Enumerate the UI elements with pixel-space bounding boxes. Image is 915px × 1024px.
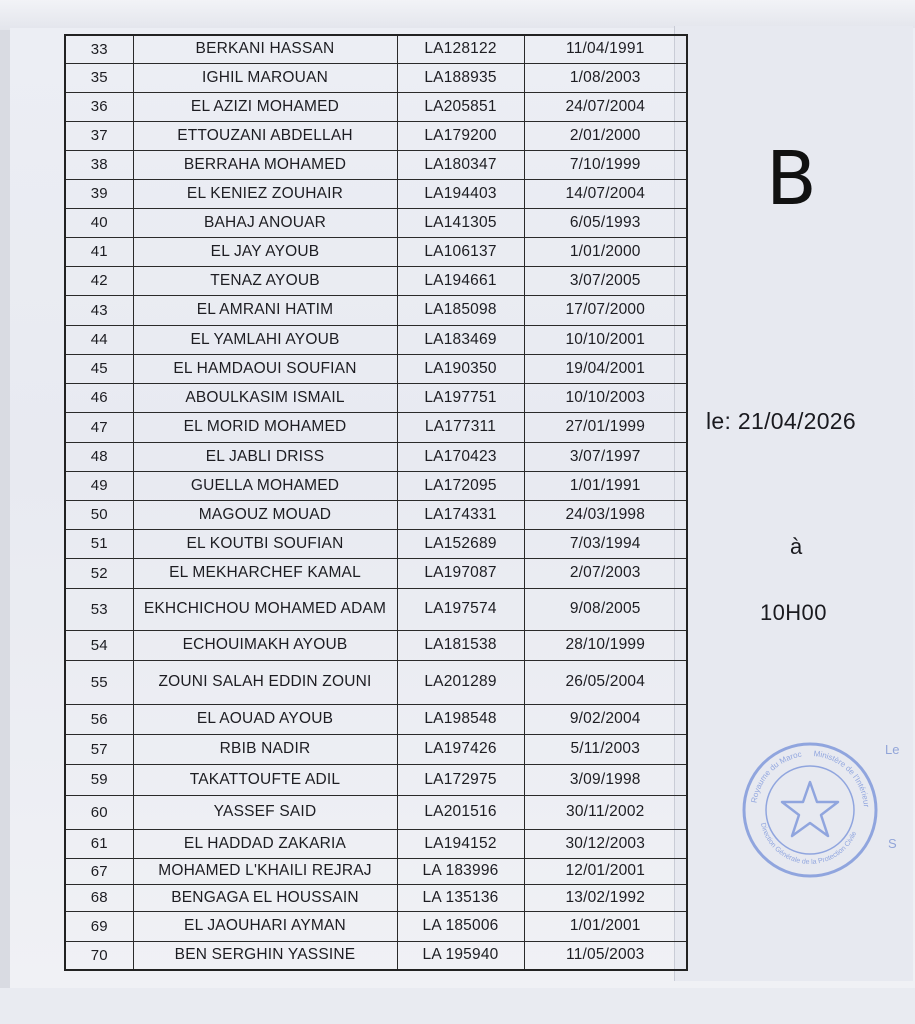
birth-date: 19/04/2001 [524,354,687,383]
candidate-id: LA170423 [397,442,524,471]
birth-date: 10/10/2001 [524,325,687,354]
candidate-name: EL MEKHARCHEF KAMAL [133,558,397,588]
birth-date: 11/04/1991 [524,35,687,63]
candidate-name: ETTOUZANI ABDELLAH [133,121,397,150]
candidate-name: EL YAMLAHI AYOUB [133,325,397,354]
candidate-id: LA152689 [397,529,524,558]
candidate-id: LA 185006 [397,911,524,941]
table-row [65,529,687,558]
row-number: 51 [65,529,133,558]
candidate-id: LA205851 [397,92,524,121]
row-number: 57 [65,734,133,764]
row-number: 56 [65,704,133,734]
candidate-id: LA194403 [397,179,524,208]
table-row [65,764,687,795]
birth-date: 1/01/2001 [524,911,687,941]
row-number: 52 [65,558,133,588]
birth-date: 7/03/1994 [524,529,687,558]
table-row [65,35,687,63]
row-number: 70 [65,941,133,970]
candidate-id: LA198548 [397,704,524,734]
birth-date: 13/02/1992 [524,884,687,911]
candidate-name: MOHAMED L'KHAILI REJRAJ [133,858,397,884]
birth-date: 14/07/2004 [524,179,687,208]
official-stamp [740,740,880,880]
candidate-name: EL AOUAD AYOUB [133,704,397,734]
row-number: 46 [65,383,133,412]
candidate-name: EL JAY AYOUB [133,237,397,266]
birth-date: 24/07/2004 [524,92,687,121]
row-number: 54 [65,630,133,660]
candidate-name: EL KOUTBI SOUFIAN [133,529,397,558]
table-row [65,588,687,630]
candidate-name: BENGAGA EL HOUSSAIN [133,884,397,911]
birth-date: 24/03/1998 [524,500,687,529]
star-icon [782,782,838,836]
row-number: 44 [65,325,133,354]
birth-date: 9/02/2004 [524,704,687,734]
row-number: 37 [65,121,133,150]
table-row [65,911,687,941]
candidate-id: LA 183996 [397,858,524,884]
table-row [65,63,687,92]
candidate-id: LA180347 [397,150,524,179]
candidate-name: ZOUNI SALAH EDDIN ZOUNI [133,660,397,704]
stamp-edge-mark: Le [885,742,900,757]
row-number: 42 [65,266,133,295]
candidate-id: LA194661 [397,266,524,295]
table-row [65,354,687,383]
candidate-name: EL HAMDAOUI SOUFIAN [133,354,397,383]
birth-date: 6/05/1993 [524,208,687,237]
candidate-name: MAGOUZ MOUAD [133,500,397,529]
row-number: 48 [65,442,133,471]
row-number: 35 [65,63,133,92]
row-number: 39 [65,179,133,208]
row-number: 67 [65,858,133,884]
candidate-name: YASSEF SAID [133,795,397,829]
candidate-id: LA197426 [397,734,524,764]
row-number: 55 [65,660,133,704]
candidate-table-body [65,35,687,970]
candidate-name: BERKANI HASSAN [133,35,397,63]
table-row [65,858,687,884]
table-row [65,630,687,660]
row-number: 61 [65,829,133,858]
candidate-id: LA172095 [397,471,524,500]
candidate-id: LA174331 [397,500,524,529]
candidate-name: GUELLA MOHAMED [133,471,397,500]
row-number: 33 [65,35,133,63]
table-row [65,884,687,911]
candidate-name: ECHOUIMAKH AYOUB [133,630,397,660]
birth-date: 11/05/2003 [524,941,687,970]
birth-date: 3/07/1997 [524,442,687,471]
candidate-name: BERRAHA MOHAMED [133,150,397,179]
table-row [65,237,687,266]
table-row [65,92,687,121]
candidate-name: BAHAJ ANOUAR [133,208,397,237]
candidate-name: ABOULKASIM ISMAIL [133,383,397,412]
paper-bottom-edge [0,988,915,1024]
candidate-id: LA 135136 [397,884,524,911]
candidate-id: LA106137 [397,237,524,266]
table-row [65,150,687,179]
table-row [65,734,687,764]
candidate-name: EL MORID MOHAMED [133,412,397,442]
candidate-name: TAKATTOUFTE ADIL [133,764,397,795]
svg-text:Royaume du Maroc: Royaume du Maroc [749,749,803,804]
candidate-name: RBIB NADIR [133,734,397,764]
candidate-name: TENAZ AYOUB [133,266,397,295]
candidate-id: LA194152 [397,829,524,858]
birth-date: 3/07/2005 [524,266,687,295]
row-number: 38 [65,150,133,179]
row-number: 45 [65,354,133,383]
table-row [65,829,687,858]
table-row [65,660,687,704]
birth-date: 10/10/2003 [524,383,687,412]
candidate-id: LA201516 [397,795,524,829]
candidate-table [64,34,688,971]
birth-date: 30/12/2003 [524,829,687,858]
birth-date: 30/11/2002 [524,795,687,829]
table-row [65,795,687,829]
exam-time: 10H00 [760,600,827,625]
birth-date: 27/01/1999 [524,412,687,442]
candidate-name: BEN SERGHIN YASSINE [133,941,397,970]
birth-date: 2/01/2000 [524,121,687,150]
candidate-name: EL KENIEZ ZOUHAIR [133,179,397,208]
candidate-id: LA190350 [397,354,524,383]
table-row [65,179,687,208]
birth-date: 1/08/2003 [524,63,687,92]
birth-date: 5/11/2003 [524,734,687,764]
birth-date: 7/10/1999 [524,150,687,179]
birth-date: 26/05/2004 [524,660,687,704]
row-number: 36 [65,92,133,121]
table-row [65,208,687,237]
candidate-name: IGHIL MAROUAN [133,63,397,92]
candidate-id: LA172975 [397,764,524,795]
row-number: 47 [65,412,133,442]
candidate-id: LA188935 [397,63,524,92]
candidate-name: EL JAOUHARI AYMAN [133,911,397,941]
birth-date: 3/09/1998 [524,764,687,795]
table-row [65,266,687,295]
birth-date: 1/01/2000 [524,237,687,266]
table-row [65,442,687,471]
candidate-id: LA128122 [397,35,524,63]
candidate-name: EL JABLI DRISS [133,442,397,471]
stamp-edge-mark: S [888,836,897,851]
birth-date: 9/08/2005 [524,588,687,630]
candidate-name: EKHCHICHOU MOHAMED ADAM [133,588,397,630]
birth-date: 17/07/2000 [524,295,687,325]
row-number: 41 [65,237,133,266]
table-row [65,471,687,500]
candidate-id: LA201289 [397,660,524,704]
svg-text:Direction Générale de la Prote: Direction Générale de la Protection Civile [758,822,859,867]
table-row [65,558,687,588]
exam-date: le: 21/04/2026 [706,408,856,434]
candidate-id: LA197087 [397,558,524,588]
table-row [65,704,687,734]
birth-date: 1/01/1991 [524,471,687,500]
table-row [65,941,687,970]
candidate-name: EL AMRANI HATIM [133,295,397,325]
candidate-name: EL HADDAD ZAKARIA [133,829,397,858]
row-number: 60 [65,795,133,829]
candidate-name: EL AZIZI MOHAMED [133,92,397,121]
row-number: 50 [65,500,133,529]
table-row [65,295,687,325]
table-row [65,121,687,150]
svg-text:Ministère de l'Intérieur: Ministère de l'Intérieur [813,749,871,808]
row-number: 59 [65,764,133,795]
birth-date: 2/07/2003 [524,558,687,588]
row-number: 68 [65,884,133,911]
row-number: 69 [65,911,133,941]
at-label: à [790,534,803,559]
birth-date: 12/01/2001 [524,858,687,884]
candidate-id: LA197574 [397,588,524,630]
candidate-id: LA177311 [397,412,524,442]
candidate-id: LA197751 [397,383,524,412]
row-number: 40 [65,208,133,237]
table-row [65,412,687,442]
candidate-id: LA141305 [397,208,524,237]
candidate-id: LA181538 [397,630,524,660]
table-row [65,500,687,529]
candidate-id: LA179200 [397,121,524,150]
candidate-id: LA 195940 [397,941,524,970]
row-number: 43 [65,295,133,325]
row-number: 49 [65,471,133,500]
birth-date: 28/10/1999 [524,630,687,660]
table-row [65,325,687,354]
candidate-id: LA183469 [397,325,524,354]
group-letter: B [766,136,817,222]
row-number: 53 [65,588,133,630]
candidate-id: LA185098 [397,295,524,325]
table-row [65,383,687,412]
